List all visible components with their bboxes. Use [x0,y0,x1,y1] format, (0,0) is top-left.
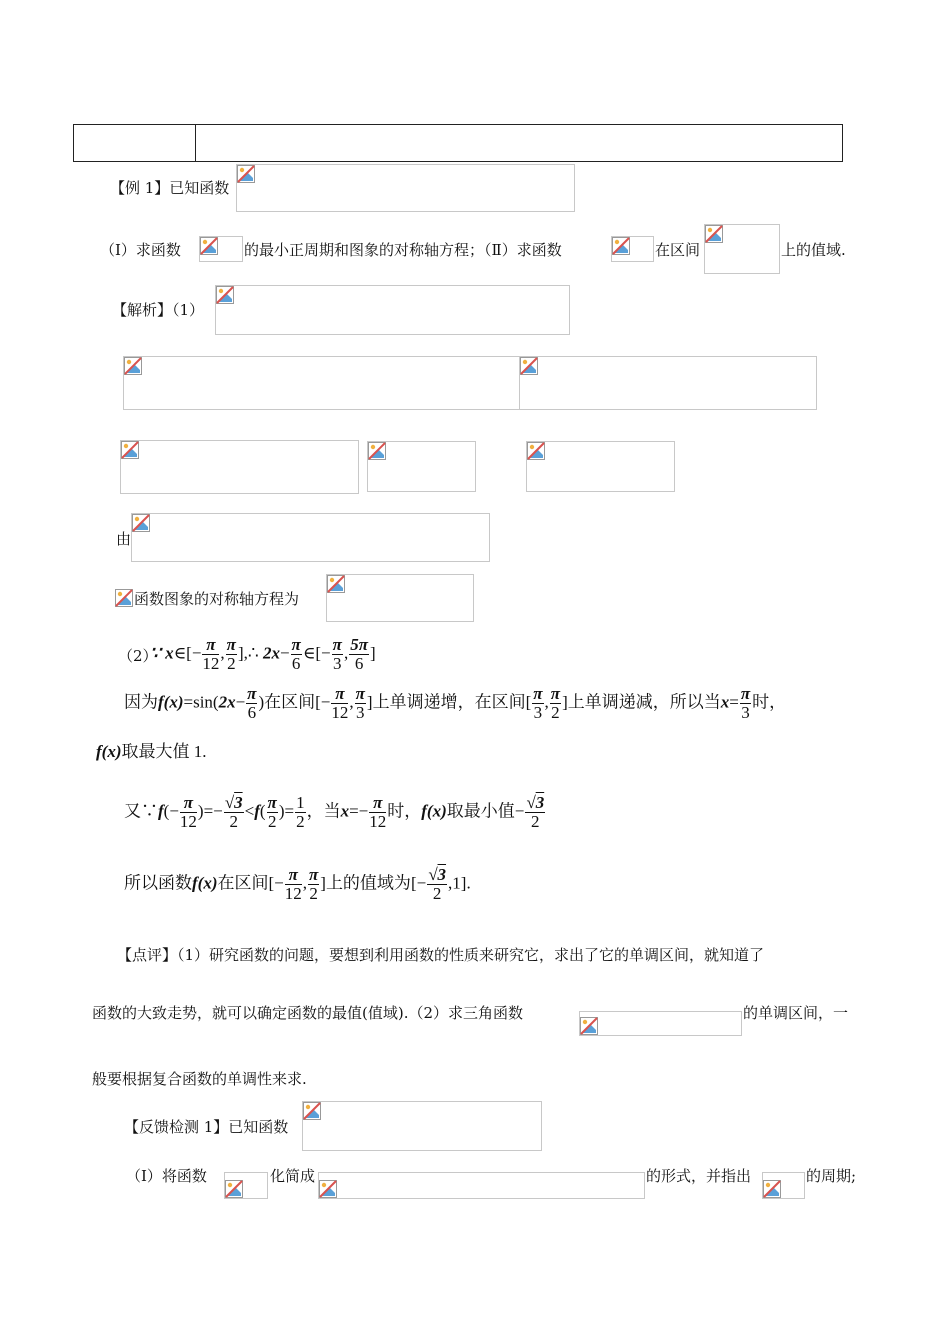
broken-image-icon [612,237,630,255]
solution-step-4-image [120,440,359,494]
broken-image-icon [303,1102,321,1120]
feedback-form-image [318,1172,645,1199]
feedback-f-image [224,1172,268,1199]
broken-image-icon [115,589,133,607]
broken-image-icon [319,1180,337,1198]
header-table-divider [195,125,196,161]
solution-step-6-image [526,441,675,492]
question-2-mid: 在区间 [655,241,701,259]
broken-image-icon [580,1017,598,1035]
comment-line-1: 【点评】（1）研究函数的问题，要想到利用函数的性质来研究它，求出了它的单调区间，就知道了 [117,946,765,964]
broken-image-icon [520,357,538,375]
question-2-end: 上的值域. [781,241,846,259]
axis-equation-image [326,574,474,622]
by-text: 由 [116,530,132,548]
feedback-label: 【反馈检测 1】已知函数 [124,1118,289,1136]
solution-step-3-image [519,356,817,410]
broken-image-icon [368,442,386,460]
solution-step-5-image [367,441,476,492]
also-line: 又∵f(− $\frac{\pi}{12}$ )=− $\frac{√3}{2}$ <f( $\frac{\pi}{2}$ )= $\frac{1}{2}$ ，当x=− $\frac{\pi}{12}$ 时，f(x)取最小值− $\frac{√3}{2}$ [124,793,545,831]
broken-image-icon [327,575,345,593]
solution-label: 【解析】（1） [112,301,205,319]
broken-image-icon [705,225,723,243]
function-f-image [199,236,243,262]
feedback-q1d: 的周期; [806,1167,857,1185]
so-line: 所以函数f(x)在区间[− $\frac{\pi}{12}$ , $\frac{\pi}{2}$ ]上的值域为[− $\frac{√3}{2}$ ,1]. [124,865,471,903]
axis-text: 函数图象的对称轴方程为 [134,590,300,608]
part2-math: ∵ x∈[− $\frac{\pi}{12}$ , $\frac{\pi}{2}$ ],∴ 2x− $\frac{\pi}{6}$ ∈[− $\frac{\pi}{3}$ , $\frac{5\pi}{6}$ ] [150,635,376,673]
trig-function-image [579,1011,742,1036]
max-line: f(x)取最大值 1. [96,742,207,761]
broken-image-icon [200,237,218,255]
solution-step-2-image [123,356,520,410]
broken-image-icon [527,442,545,460]
broken-image-icon [132,514,150,532]
comment-line-3: 般要根据复合函数的单调性来求. [92,1070,307,1088]
solution-step-7-image [131,513,490,562]
interval-image [704,224,780,274]
function-f-image-2 [611,236,654,262]
broken-image-icon [216,286,234,304]
feedback-function-image [302,1101,542,1151]
part2-prefix: （2） [118,647,158,665]
question-1-text: 的最小正周期和图象的对称轴方程；（Ⅱ）求函数 [244,241,562,259]
feedback-q1a: （Ⅰ）将函数 [126,1167,207,1185]
broken-image-icon [225,1180,243,1198]
broken-image-icon [763,1180,781,1198]
function-image [236,164,575,212]
feedback-q1b: 化简成 [270,1167,316,1185]
because-line: 因为f(x)=sin(2x− $\frac{\pi}{6}$ )在区间[− $\frac{\pi}{12}$ , $\frac{\pi}{3}$ ]上单调递增，在区间[ $\frac{\pi}{3}$ , $\frac{\pi}{2}$ ]上单调递减，所以当x= $\frac{\pi}{3}$ 时， [124,684,787,722]
header-table [73,124,843,162]
broken-image-icon [237,165,255,183]
comment-line-2a: 函数的大致走势，就可以确定函数的最值(值域).（2）求三角函数 [92,1004,524,1022]
solution-step-1-image [215,285,570,335]
comment-line-2b: 的单调区间，一 [743,1004,849,1022]
question-1-prefix: （Ⅰ）求函数 [100,241,181,259]
feedback-q1c: 的形式，并指出 [646,1167,752,1185]
broken-image-icon [121,441,139,459]
broken-image-icon [124,357,142,375]
feedback-f-image-2 [762,1172,805,1199]
example-label: 【例 1】已知函数 [110,179,230,197]
